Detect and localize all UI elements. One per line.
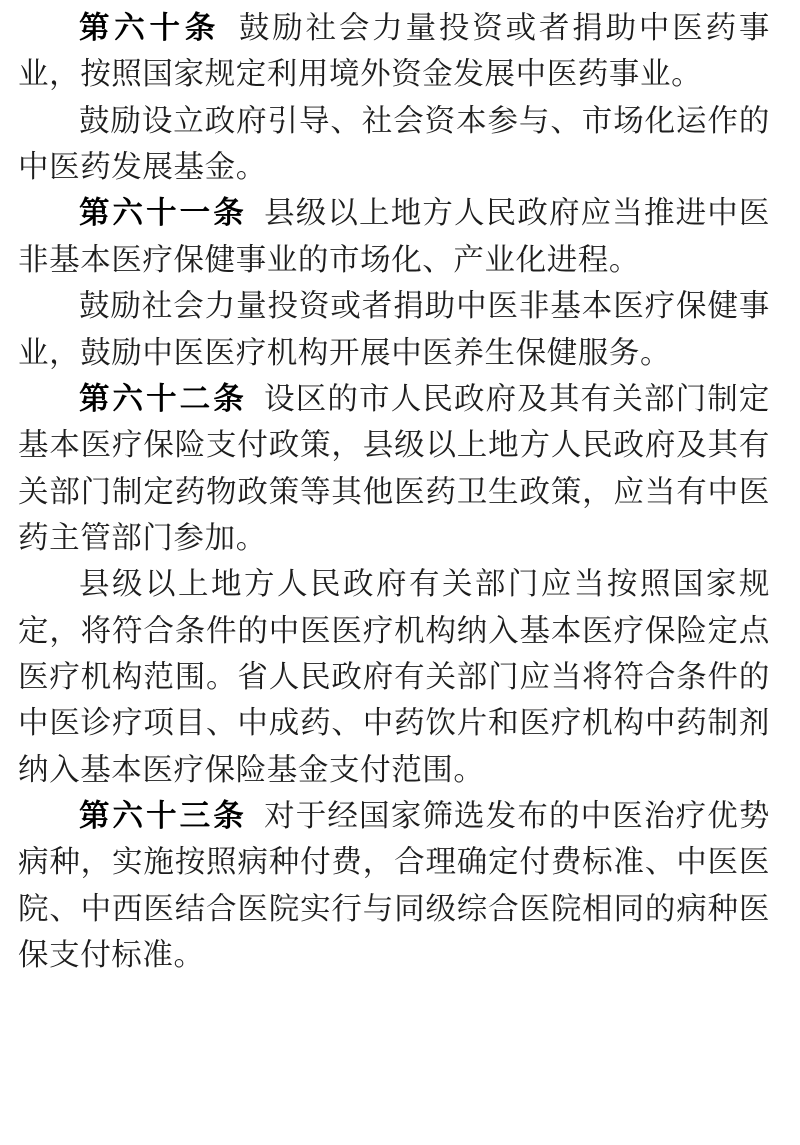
paragraph <box>18 284 770 377</box>
paragraph-text: 鼓励社会力量投资或者捐助中医非基本医疗保健事业，鼓励中医医疗机构开展中医养生保健服务。 <box>18 289 770 371</box>
article-label: 第六十条 <box>79 11 220 46</box>
paragraph-text: 鼓励社会力量投资或者捐助中医药事业，按照国家规定利用境外资金发展中医药事业。 <box>18 11 771 93</box>
paragraph <box>18 562 770 794</box>
paragraph <box>18 794 770 979</box>
article-label: 第六十二条 <box>79 381 247 417</box>
paragraph-text: 对于经国家筛选发布的中医治疗优势病种，实施按照病种付费，合理确定付费标准、中医医院、中西医结合医院实行与同级综合医院相同的病种医保支付标准。 <box>18 799 771 974</box>
article-label: 第六十三条 <box>79 799 247 835</box>
paragraph <box>18 99 770 192</box>
article-label: 第六十一条 <box>79 196 247 232</box>
paragraph <box>18 377 770 562</box>
paragraph <box>18 6 770 99</box>
paragraph-text: 县级以上地方人民政府有关部门应当按照国家规定，将符合条件的中医医疗机构纳入基本医疗保险定点医疗机构范围。省人民政府有关部门应当将符合条件的中医诊疗项目、中成药、中药饮片和医疗机构中药制剂纳入基本医疗保险基金支付范围。 <box>18 567 770 788</box>
paragraph <box>18 191 770 284</box>
paragraph-text: 设区的市人民政府及其有关部门制定基本医疗保险支付政策，县级以上地方人民政府及其有关部门制定药物政策等其他医药卫生政策，应当有中医药主管部门参加。 <box>18 381 771 556</box>
paragraph-text: 县级以上地方人民政府应当推进中医非基本医疗保健事业的市场化、产业化进程。 <box>18 196 771 278</box>
paragraph-text: 鼓励设立政府引导、社会资本参与、市场化运作的中医药发展基金。 <box>18 103 770 186</box>
